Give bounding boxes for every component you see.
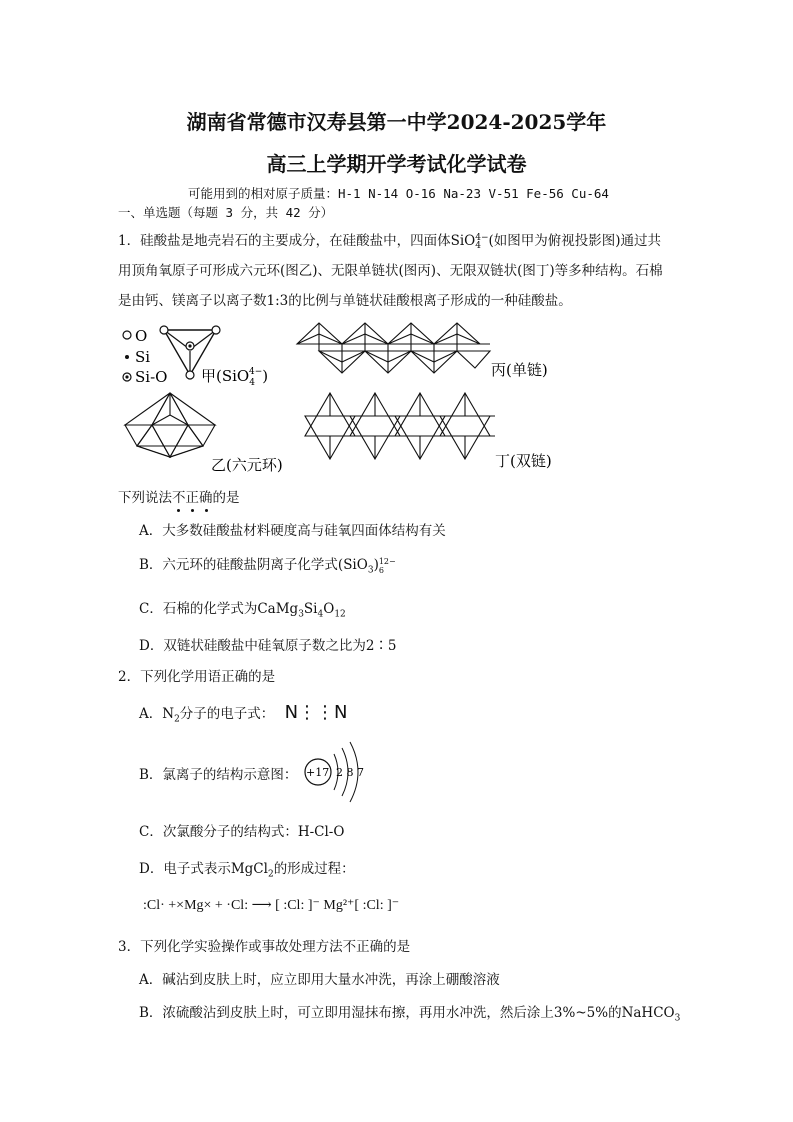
q1-ask: 下列说法不正确 的是 xyxy=(118,486,240,506)
n2-electron-formula: N⋮⋮N xyxy=(284,702,348,723)
section-heading: 一、单选题（每题 3 分，共 42 分） xyxy=(118,205,334,220)
q1-line-3: 是由钙、镁离子以离子数1:3的比例与单链状硅酸根离子形成的一种硅酸盐。 xyxy=(118,293,572,309)
mgcl2-formation-equation: :Cl· +×Mg× + ·Cl: ⟶ [ :Cl: ]⁻ Mg²⁺[ :Cl: ]⁻ xyxy=(143,898,400,913)
legend-o: O xyxy=(135,327,148,345)
q2-option-a[interactable]: A．$N_2$分子的电子式： N⋮⋮N xyxy=(139,702,348,725)
silicate-structure-figure xyxy=(115,318,575,478)
q2-option-c[interactable]: C．次氯酸分子的结构式：H-Cl-O xyxy=(139,824,345,840)
q1-option-c[interactable]: C．石棉的化学式为$CaMg_3Si_4O_{12}$ xyxy=(139,601,346,620)
title-line-1: 湖南省常德市汉寿县第一中学2024-2025学年 xyxy=(186,110,607,134)
q3-option-b[interactable]: B．浓硫酸沾到皮肤上时，可立即用湿抹布擦，再用水冲洗，然后涂上3%~5%的NaHCO$_3$ xyxy=(139,1005,681,1024)
electron-shells: 2 8 7 xyxy=(336,766,364,779)
q1-line-2: 用顶角氧原子可形成六元环(图乙)、无限单链状(图丙)、无限双链状(图丁)等多种结构。石棉 xyxy=(118,263,663,279)
q1-option-d[interactable]: D．双链状硅酸盐中硅氧原子数之比为2∶5 xyxy=(139,638,397,654)
figure-yi xyxy=(125,393,215,457)
label-bing: 丙(单链) xyxy=(491,361,548,379)
q2-stem: 2．下列化学用语正确的是 xyxy=(118,669,276,685)
q3-stem: 3．下列化学实验操作或事故处理方法不正确的是 xyxy=(118,939,411,955)
q3-option-a[interactable]: A．碱沾到皮肤上时，应立即用大量水冲洗，再涂上硼酸溶液 xyxy=(139,972,500,988)
q1-line-1: 1．硅酸盐是地壳岩石的主要成分，在硅酸盐中，四面体SiO 4− 4 (如图甲为俯视投影图)通过共 xyxy=(118,232,662,251)
figure-jia xyxy=(160,326,268,388)
label-jia: 甲(SiO$_4$4−) xyxy=(201,367,269,388)
legend-si: Si xyxy=(135,348,151,366)
q1-option-b[interactable]: B．六元环的硅酸盐阴离子化学式(SiO$_3$) 12− 6 xyxy=(139,556,396,576)
chloride-ion-diagram xyxy=(300,738,375,804)
figure-bing xyxy=(297,323,490,373)
label-ding: 丁(双链) xyxy=(495,452,552,470)
atomic-masses: 可能用到的相对原子质量：H-1 N-14 O-16 Na-23 V-51 Fe-56 Cu-64 xyxy=(188,186,609,201)
q2-option-d[interactable]: D．电子式表示MgCl$_2$的形成过程： xyxy=(139,861,355,880)
legend-si-o: Si-O xyxy=(135,368,168,386)
emphasis-not-correct: 不正确 xyxy=(172,490,213,506)
label-yi: 乙(六元环) xyxy=(211,456,283,474)
figure-ding xyxy=(305,393,495,459)
nucleus-label: +17 xyxy=(306,766,330,779)
title-line-2: 高三上学期开学考试化学试卷 xyxy=(266,152,527,176)
q2-option-b[interactable]: B．氯离子的结构示意图： xyxy=(139,767,298,783)
figure-legend xyxy=(123,327,167,386)
q1-option-a[interactable]: A．大多数硅酸盐材料硬度高与硅氧四面体结构有关 xyxy=(139,523,446,539)
